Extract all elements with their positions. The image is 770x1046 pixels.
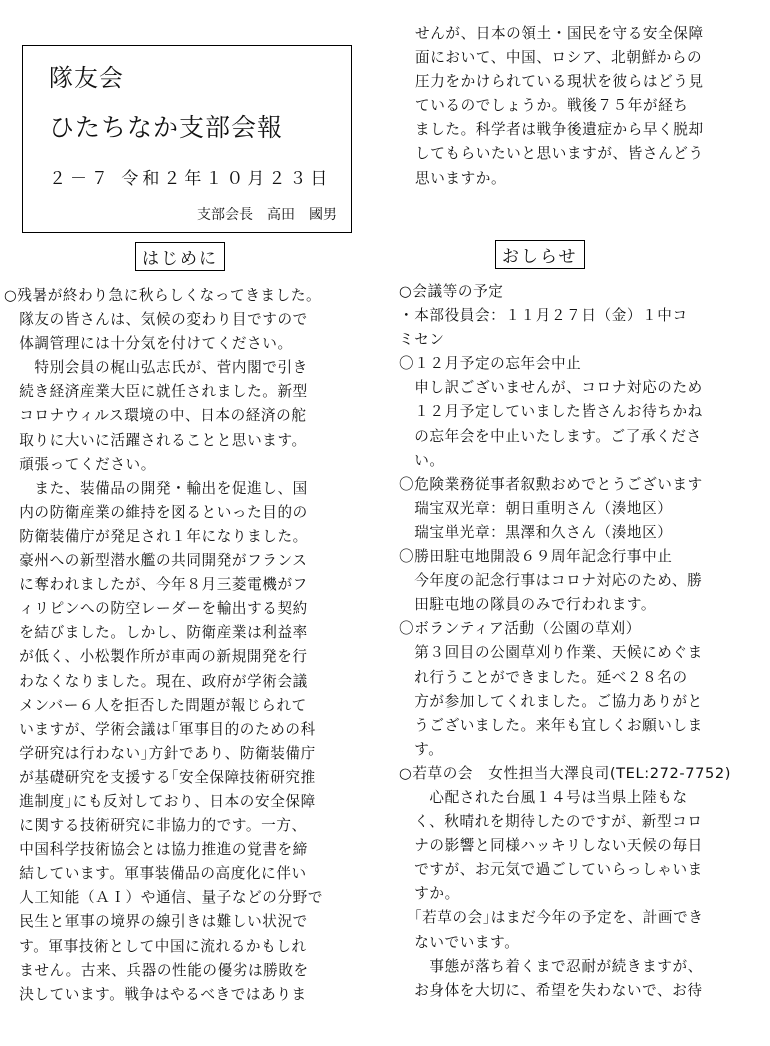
intro-continued-body xyxy=(415,22,704,191)
author-line: 支部会長 高田 國男 xyxy=(197,207,337,223)
text-line: す。 xyxy=(399,740,444,758)
text-line: また、装備品の開発・輸出を促進し、国 xyxy=(4,479,308,497)
text-line: わなくなりました。現在、政府が学術会議 xyxy=(4,672,308,690)
text-line: 続き経済産業大臣に就任されました。新型 xyxy=(4,383,308,401)
text-line: すか。 xyxy=(399,885,460,903)
newsletter-title: ひたちなか支部会報 xyxy=(49,113,284,142)
notice-heading: おしらせ xyxy=(495,240,585,269)
text-line: 中国科学技術協会とは協力推進の覚書を締 xyxy=(4,841,308,859)
text-line: が基礎研究を支援する｢安全保障技術研究推 xyxy=(4,768,316,786)
text-line: 体調管理には十分気を付けてください。 xyxy=(4,335,293,353)
text-line: く、秋晴れを期待したのですが、新型コロ xyxy=(399,813,703,831)
text-line: ○残暑が終わり急に秋らしくなってきました。 xyxy=(4,287,322,304)
text-line: ですが、お元気で過ごしていらっしゃいま xyxy=(399,861,703,879)
text-line: ○会議等の予定 xyxy=(399,283,504,300)
org-name: 隊友会 xyxy=(49,64,124,92)
text-line: 瑞宝単光章：黒澤和久さん（湊地区） xyxy=(399,523,673,541)
text-line: メンバー６人を拒否した問題が報じられて xyxy=(4,696,307,714)
text-line: ミセン xyxy=(399,331,445,349)
text-line: が低く、小松製作所が車両の新規開発を行 xyxy=(4,648,308,666)
text-line: 圧力をかけられている現状を彼らはどう見 xyxy=(415,73,704,91)
text-line: いますが、学術会議は｢軍事目的のための科 xyxy=(4,720,316,738)
text-line: 第３回目の公園草刈り作業、天候にめぐま xyxy=(399,644,703,662)
text-line: 人工知能（ＡＩ）や通信、量子などの分野で xyxy=(4,889,324,907)
text-line: 田駐屯地の隊員のみで行われます。 xyxy=(399,596,657,614)
text-line: 学研究は行わない｣方針であり、防衛装備庁 xyxy=(4,744,316,762)
text-line: ないでいます。 xyxy=(399,933,520,951)
text-line: １２月予定していました皆さんお待ちかね xyxy=(399,403,703,421)
text-line: ○若草の会 女性担当大澤良司(TEL:272-7752) xyxy=(399,764,732,782)
intro-heading: はじめに xyxy=(135,242,225,271)
text-line: い。 xyxy=(399,451,445,469)
text-line: せんが、日本の領土・国民を守る安全保障 xyxy=(415,25,704,42)
text-line: 〇勝田駐屯地開設６９周年記念行事中止 xyxy=(399,548,673,566)
text-line: 方が参加してくれました。ご協力ありがと xyxy=(399,692,703,710)
text-line: 内の防衛産業の維持を図るといった目的の xyxy=(4,503,308,521)
text-line: うございました。来年も宜しくお願いしま xyxy=(399,716,703,734)
text-line: ｢若草の会｣はまだ今年の予定を、計画でき xyxy=(399,909,704,927)
text-line: を結びました。しかし、防衛産業は利益率 xyxy=(4,624,308,642)
text-line: 思いますか。 xyxy=(415,169,507,187)
text-line: 結しています。軍事装備品の高度化に伴い xyxy=(4,865,307,883)
issue-date: ２－７ 令和２年１０月２３日 xyxy=(49,169,332,189)
text-line: ました。科学者は戦争後遺症から早く脱却 xyxy=(415,121,704,139)
text-line: 進制度｣にも反対しており、日本の安全保障 xyxy=(4,792,316,810)
text-line: 面において、中国、ロシア、北朝鮮からの xyxy=(415,49,703,67)
text-line: 隊友の皆さんは、気候の変わり目ですので xyxy=(4,311,308,329)
text-line: 〇１２月予定の忘年会中止 xyxy=(399,355,582,373)
text-line: 申し訳ございませんが、コロナ対応のため xyxy=(399,379,703,397)
text-line: 〇危険業務従事者叙勲おめでとうございます xyxy=(399,475,703,493)
text-line: 心配された台風１４号は当県上陸もな xyxy=(399,788,688,806)
text-line: 防衛装備庁が発足され１年になりました。 xyxy=(4,527,308,545)
text-line: ているのでしょうか。戦後７５年が経ち xyxy=(415,97,689,115)
text-line: コロナウィルス環境の中、日本の経済の舵 xyxy=(4,407,307,425)
text-line: ません。古来、兵器の性能の優劣は勝敗を xyxy=(4,961,309,979)
notice-body xyxy=(399,280,731,1003)
text-line: れ行うことができました。延べ２８名の xyxy=(399,668,688,686)
text-line: 特別会員の梶山弘志氏が、菅内閣で引き xyxy=(4,359,308,377)
text-line: 今年度の記念行事はコロナ対応のため、勝 xyxy=(399,572,703,590)
text-line: ナの影響と同様ハッキリしない天候の毎日 xyxy=(399,837,703,855)
text-line: 瑞宝双光章：朝日重明さん（湊地区） xyxy=(399,499,673,517)
text-line: してもらいたいと思いますが、皆さんどう xyxy=(415,145,704,163)
text-line: 豪州への新型潜水艦の共同開発がフランス xyxy=(4,552,308,570)
intro-body xyxy=(4,284,323,1007)
newsletter-header-box xyxy=(22,45,352,233)
text-line: に関する技術研究に非協力的です。一方、 xyxy=(4,817,307,835)
text-line: 〇ボランティア活動（公園の草刈） xyxy=(399,620,641,638)
text-line: 民生と軍事の境界の線引きは難しい状況で xyxy=(4,913,308,931)
text-line: お身体を大切に、希望を失わないで、お待 xyxy=(399,981,703,999)
text-line: に奪われましたが、今年８月三菱電機がフ xyxy=(4,576,308,594)
text-line: ィリピンへの防空レーダーを輸出する契約 xyxy=(4,600,308,618)
text-line: 決しています。戦争はやるべきではありま xyxy=(4,985,307,1003)
text-line: 頑張ってください。 xyxy=(4,455,156,473)
text-line: ・本部役員会：１１月２７日（金）１中コ xyxy=(399,307,688,325)
text-line: す。軍事技術として中国に流れるかもしれ xyxy=(4,937,307,955)
text-line: 取りに大いに活躍されることと思います。 xyxy=(4,431,307,449)
text-line: 事態が落ち着くまで忍耐が続きますが、 xyxy=(399,957,703,975)
text-line: の忘年会を中止いたします。ご了承くださ xyxy=(399,427,702,445)
